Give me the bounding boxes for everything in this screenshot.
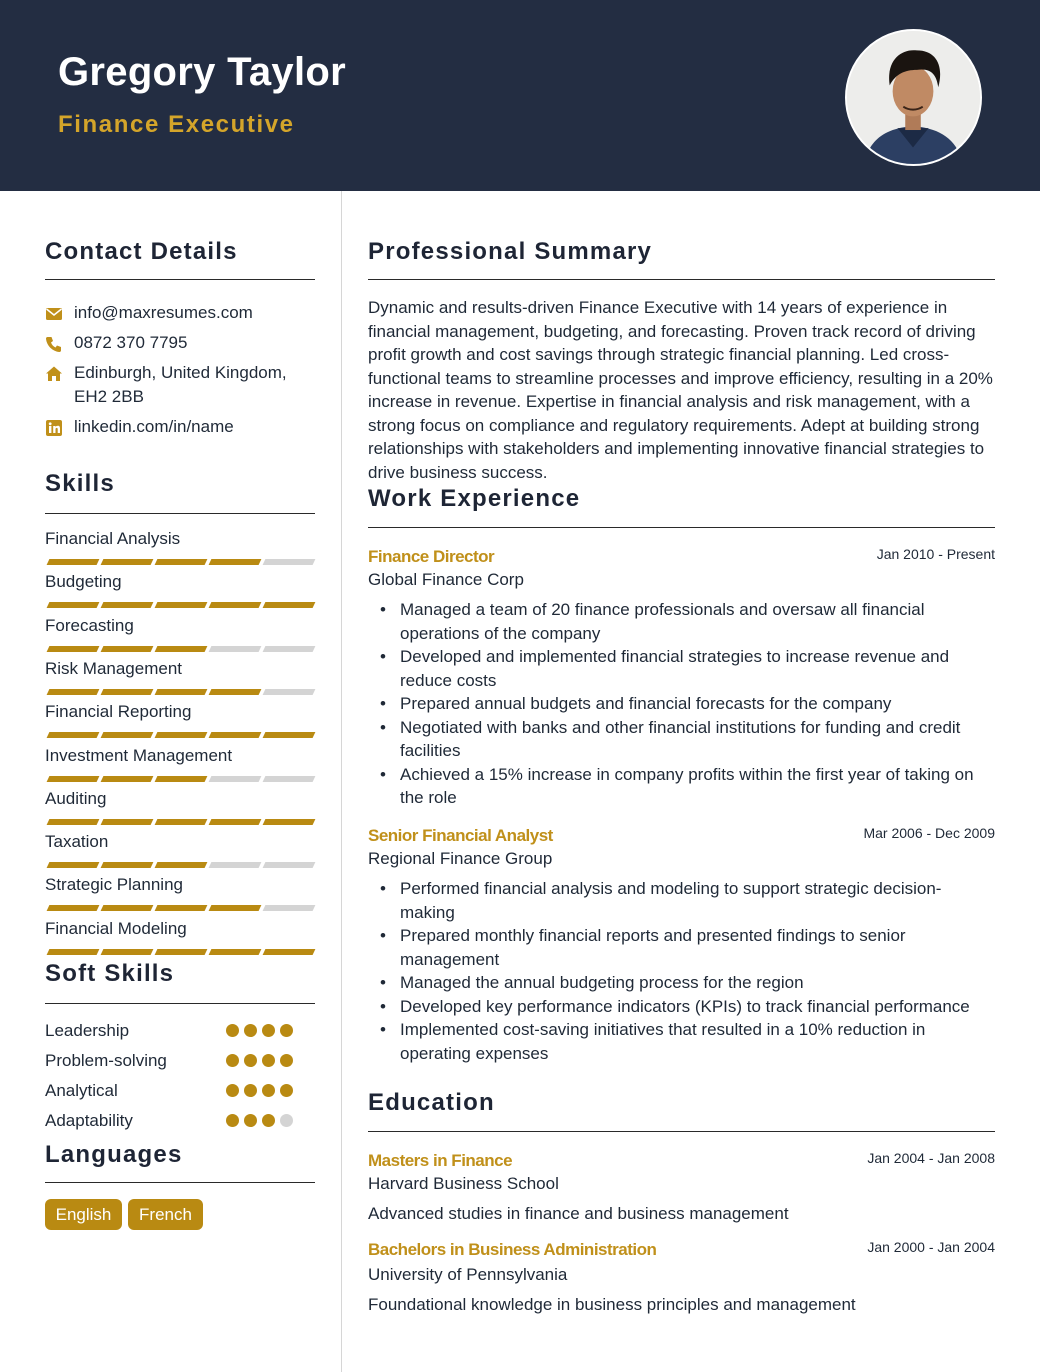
job-bullet: • Prepared annual budgets and financial forecasts for the company bbox=[400, 692, 995, 716]
skill-level-segment bbox=[209, 559, 262, 565]
degree-description: Foundational knowledge in business principles and management bbox=[368, 1295, 856, 1314]
skill-level-segment bbox=[209, 776, 262, 782]
skill-level-segment bbox=[101, 905, 154, 911]
contact-phone[interactable] bbox=[45, 331, 315, 355]
skill-level-segment bbox=[101, 732, 154, 738]
skill-name: Auditing bbox=[45, 788, 107, 808]
skill-name: Budgeting bbox=[45, 572, 122, 592]
skill-level-segment bbox=[101, 949, 154, 955]
skill-level-segment bbox=[101, 646, 154, 652]
skill-level-segment bbox=[155, 732, 208, 738]
contact-email[interactable] bbox=[45, 301, 315, 325]
skill-level-segment bbox=[155, 602, 208, 608]
skill-level-segment bbox=[263, 689, 316, 695]
contact-address-text: Edinburgh, United Kingdom, EH2 2BB bbox=[74, 363, 287, 406]
skill-level-segment bbox=[209, 689, 262, 695]
skill-level-segment bbox=[47, 559, 100, 565]
soft-skill-dot bbox=[262, 1024, 275, 1037]
skill-level-segment bbox=[47, 819, 100, 825]
skill-name: Financial Modeling bbox=[45, 918, 187, 938]
skill-level-segment bbox=[263, 602, 316, 608]
skill-level-bar bbox=[45, 559, 313, 565]
summary-text: Dynamic and results-driven Finance Executive with 14 years of experience in financial management, budgeting, and forecasting. Proven track record of driving profit growth and cost savings through strategic financial planning. Led cross-functional teams to streamline processes and improve efficiency, resulting in a 20% increase in revenue. Expertise in financial analysis and risk management, with a strong focus on compliance and regulatory requirements. Adept at building strong relationships with stakeholders and implementing innovative financial strategies to drive business success. bbox=[368, 298, 993, 482]
skill-level-bar bbox=[45, 732, 313, 738]
degree-title: Masters in Finance bbox=[368, 1151, 513, 1170]
column-divider bbox=[341, 191, 342, 1372]
soft-skill-dot bbox=[262, 1084, 275, 1097]
skill-name: Financial Reporting bbox=[45, 702, 192, 722]
skill-level-segment bbox=[47, 732, 100, 738]
skill-level-segment bbox=[209, 646, 262, 652]
school-name: Harvard Business School bbox=[368, 1174, 559, 1193]
skill-level-segment bbox=[101, 559, 154, 565]
skill-level-segment bbox=[263, 819, 316, 825]
language-badge-english: English bbox=[45, 1199, 122, 1230]
skill-level-segment bbox=[263, 862, 316, 868]
skill-level-segment bbox=[155, 819, 208, 825]
skill-level-segment bbox=[47, 862, 100, 868]
skill-level-segment bbox=[155, 862, 208, 868]
skill-level-segment bbox=[101, 776, 154, 782]
skill-level-segment bbox=[209, 602, 262, 608]
contact-heading: Contact Details bbox=[45, 238, 238, 265]
skill-name: Strategic Planning bbox=[45, 875, 183, 895]
soft-skill-name: Analytical bbox=[45, 1081, 118, 1100]
skill-level-segment bbox=[263, 732, 316, 738]
job-bullet: • Managed a team of 20 finance professionals and oversaw all financial operations of the company bbox=[400, 598, 995, 645]
skill-level-segment bbox=[263, 905, 316, 911]
skill-level-segment bbox=[47, 776, 100, 782]
skill-level-segment bbox=[155, 905, 208, 911]
skill-level-segment bbox=[263, 949, 316, 955]
skill-name: Risk Management bbox=[45, 658, 183, 678]
candidate-name: Gregory Taylor bbox=[58, 50, 346, 94]
skill-name: Financial Analysis bbox=[45, 529, 181, 548]
soft-skill-name: Problem-solving bbox=[45, 1051, 167, 1070]
summary-divider bbox=[368, 279, 995, 280]
summary-heading: Professional Summary bbox=[368, 238, 653, 265]
skill-level-segment bbox=[101, 862, 154, 868]
soft-skills-heading: Soft Skills bbox=[45, 960, 175, 987]
skill-level-bar bbox=[45, 689, 313, 695]
school-name: University of Pennsylvania bbox=[368, 1265, 568, 1284]
skill-level-segment bbox=[47, 949, 100, 955]
job-company: Regional Finance Group bbox=[368, 849, 553, 868]
skill-level-segment bbox=[155, 949, 208, 955]
skill-level-bar bbox=[45, 602, 313, 608]
languages-heading: Languages bbox=[45, 1141, 183, 1168]
contact-linkedin-text: linkedin.com/in/name bbox=[74, 417, 234, 436]
candidate-title: Finance Executive bbox=[58, 111, 295, 138]
skill-level-segment bbox=[263, 646, 316, 652]
degree-description: Advanced studies in finance and business management bbox=[368, 1204, 789, 1223]
degree-date: Jan 2000 - Jan 2004 bbox=[867, 1239, 995, 1255]
soft-skill-dot bbox=[244, 1024, 257, 1037]
skill-name: Taxation bbox=[45, 832, 109, 852]
degree-date: Jan 2004 - Jan 2008 bbox=[867, 1150, 995, 1166]
soft-skill-dot bbox=[226, 1084, 239, 1097]
soft-skill-dot bbox=[280, 1114, 293, 1127]
job-bullet: • Developed key performance indicators (KPIs) to track financial performance bbox=[400, 995, 995, 1019]
home-icon bbox=[45, 365, 63, 383]
soft-skill-rating bbox=[226, 1084, 316, 1098]
soft-skill-dot bbox=[262, 1054, 275, 1067]
skill-level-segment bbox=[101, 602, 154, 608]
soft-skill-dot bbox=[226, 1114, 239, 1127]
skill-level-segment bbox=[209, 819, 262, 825]
soft-skill-name: Leadership bbox=[45, 1021, 130, 1040]
soft-skill-name: Adaptability bbox=[45, 1111, 133, 1130]
skill-level-bar bbox=[45, 819, 313, 825]
skill-level-segment bbox=[155, 776, 208, 782]
skills-divider bbox=[45, 513, 315, 514]
education-heading: Education bbox=[368, 1089, 495, 1116]
phone-icon bbox=[45, 335, 63, 353]
soft-skill-dot bbox=[244, 1054, 257, 1067]
job-bullets bbox=[400, 598, 995, 810]
job-date: Mar 2006 - Dec 2009 bbox=[863, 825, 995, 841]
skill-level-segment bbox=[47, 905, 100, 911]
avatar bbox=[845, 29, 982, 166]
linkedin-icon bbox=[45, 419, 63, 437]
languages-divider bbox=[45, 1182, 315, 1183]
contact-linkedin[interactable] bbox=[45, 415, 315, 439]
skills-heading: Skills bbox=[45, 470, 115, 497]
job-bullet: • Implemented cost-saving initiatives that resulted in a 10% reduction in operating expenses bbox=[400, 1018, 995, 1065]
job-bullet: • Negotiated with banks and other financial institutions for funding and credit facilities bbox=[400, 716, 995, 763]
skill-level-segment bbox=[263, 776, 316, 782]
soft-skills-divider bbox=[45, 1003, 315, 1004]
contact-phone-text: 0872 370 7795 bbox=[74, 333, 188, 352]
skill-level-segment bbox=[263, 559, 316, 565]
experience-heading: Work Experience bbox=[368, 485, 581, 512]
skill-name: Investment Management bbox=[45, 745, 233, 765]
job-bullet: • Achieved a 15% increase in company profits within the first year of taking on the role bbox=[400, 763, 995, 810]
skill-level-bar bbox=[45, 776, 313, 782]
skill-level-segment bbox=[101, 819, 154, 825]
skill-level-segment bbox=[101, 689, 154, 695]
skill-level-segment bbox=[155, 689, 208, 695]
skill-level-segment bbox=[209, 862, 262, 868]
soft-skill-dot bbox=[280, 1084, 293, 1097]
experience-divider bbox=[368, 527, 995, 528]
skill-level-segment bbox=[209, 905, 262, 911]
contact-email-text: info@maxresumes.com bbox=[74, 303, 253, 322]
soft-skill-rating bbox=[226, 1024, 316, 1038]
soft-skill-dot bbox=[280, 1054, 293, 1067]
degree-title: Bachelors in Business Administration bbox=[368, 1240, 657, 1259]
skill-level-segment bbox=[209, 949, 262, 955]
job-company: Global Finance Corp bbox=[368, 570, 524, 589]
contact-divider bbox=[45, 279, 315, 280]
soft-skill-rating bbox=[226, 1114, 316, 1128]
skill-level-segment bbox=[155, 559, 208, 565]
skill-level-segment bbox=[155, 646, 208, 652]
job-date: Jan 2010 - Present bbox=[876, 546, 995, 562]
skill-name: Forecasting bbox=[45, 615, 134, 635]
avatar-photo-icon bbox=[847, 31, 980, 164]
language-badge-french: French bbox=[128, 1199, 203, 1230]
envelope-icon bbox=[45, 305, 63, 323]
soft-skill-rating bbox=[226, 1054, 316, 1068]
skill-level-segment bbox=[209, 732, 262, 738]
skill-level-segment bbox=[47, 689, 100, 695]
job-bullet: • Prepared monthly financial reports and presented findings to senior management bbox=[400, 924, 995, 971]
soft-skill-dot bbox=[244, 1084, 257, 1097]
soft-skill-dot bbox=[280, 1024, 293, 1037]
soft-skill-dot bbox=[226, 1054, 239, 1067]
education-divider bbox=[368, 1131, 995, 1132]
soft-skill-dot bbox=[226, 1024, 239, 1037]
skill-level-segment bbox=[47, 646, 100, 652]
job-bullets bbox=[400, 877, 995, 1065]
job-bullet: • Developed and implemented financial strategies to increase revenue and reduce costs bbox=[400, 645, 995, 692]
job-title: Senior Financial Analyst bbox=[368, 826, 553, 845]
skill-level-bar bbox=[45, 905, 313, 911]
job-title: Finance Director bbox=[368, 547, 495, 566]
soft-skill-dot bbox=[262, 1114, 275, 1127]
soft-skill-dot bbox=[244, 1114, 257, 1127]
skill-level-segment bbox=[47, 602, 100, 608]
job-bullet: • Managed the annual budgeting process for the region bbox=[400, 971, 995, 995]
contact-address bbox=[45, 361, 315, 409]
skill-level-bar bbox=[45, 949, 313, 955]
skill-level-bar bbox=[45, 646, 313, 652]
skill-level-bar bbox=[45, 862, 313, 868]
resume-header bbox=[0, 0, 1040, 191]
job-bullet: • Performed financial analysis and modeling to support strategic decision-making bbox=[400, 877, 995, 924]
